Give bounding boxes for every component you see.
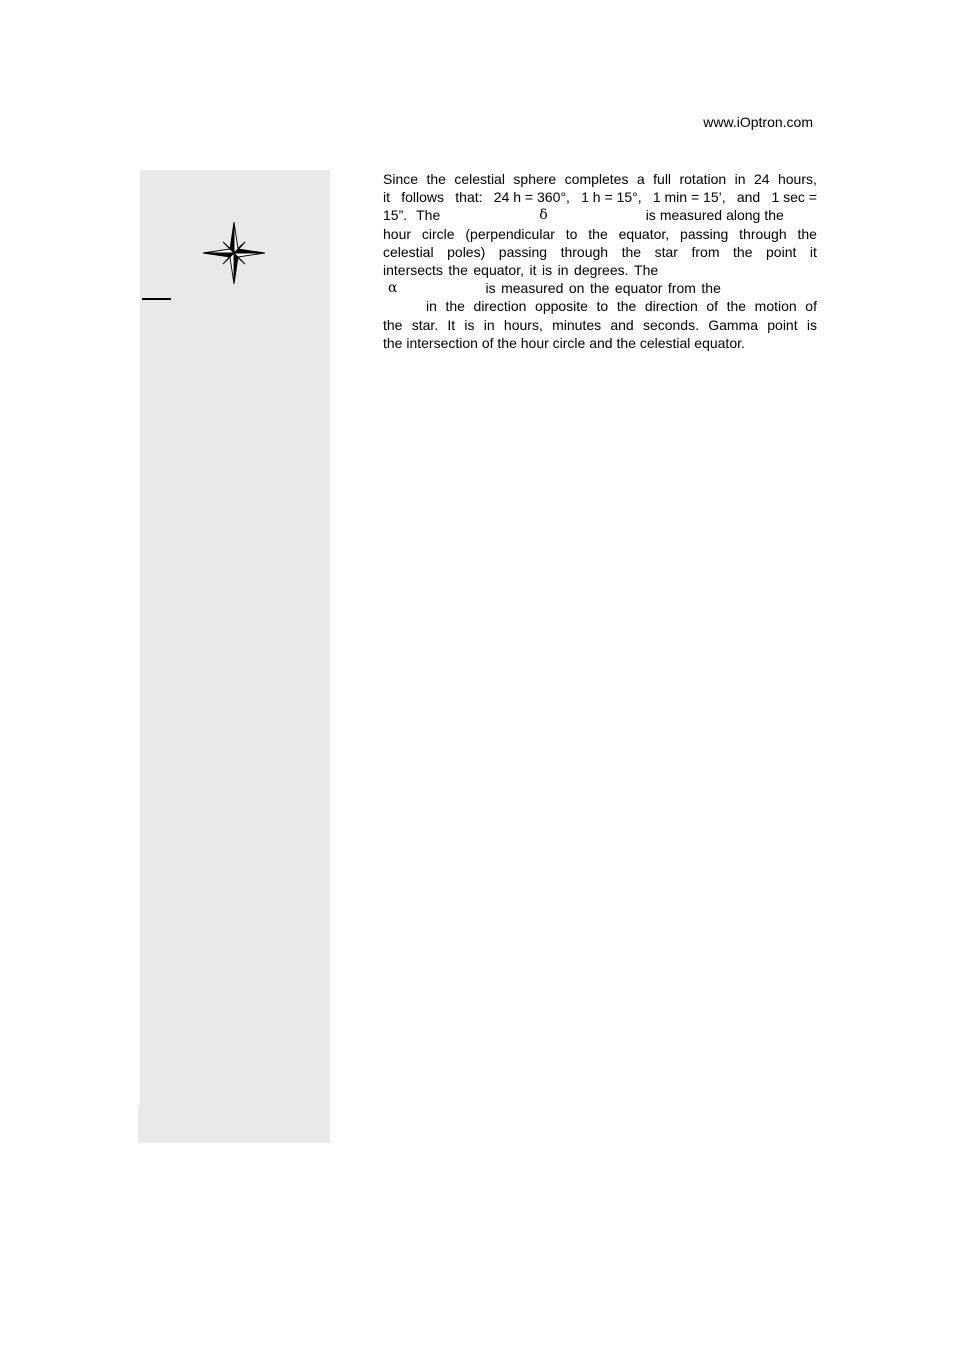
delta-symbol: δ: [539, 207, 548, 224]
compass-rose-icon: [203, 222, 265, 284]
text-line: celestial poles) passing through the star from the point it: [383, 243, 817, 260]
sidebar-edge: [138, 1105, 142, 1143]
text-line: the star. It is in hours, minutes and seconds. Gamma point is: [383, 316, 817, 333]
sidebar-panel: [140, 170, 330, 1143]
text-line: in the direction opposite to the direction of the motion of: [426, 298, 817, 315]
text-line: Since the celestial sphere completes a full rotation in 24 hours,: [383, 171, 817, 187]
text-line: 15”. The δ is measured along the: [383, 207, 784, 224]
sidebar-rule: [142, 298, 171, 300]
text-line: intersects the equator, it is in degrees. The: [383, 262, 659, 279]
text-line: α is measured on the equator from the: [388, 280, 721, 297]
text-line: it follows that: 24 h = 360°, 1 h = 15°, 1 min = 15’, and 1 sec =: [383, 189, 817, 206]
website-url: www.iOptron.com: [703, 114, 813, 130]
text-line: hour circle (perpendicular to the equator, passing through the: [383, 225, 817, 242]
body-paragraph: [383, 170, 817, 352]
text-line: the intersection of the hour circle and the celestial equator.: [383, 334, 745, 351]
alpha-symbol: α: [388, 280, 398, 297]
